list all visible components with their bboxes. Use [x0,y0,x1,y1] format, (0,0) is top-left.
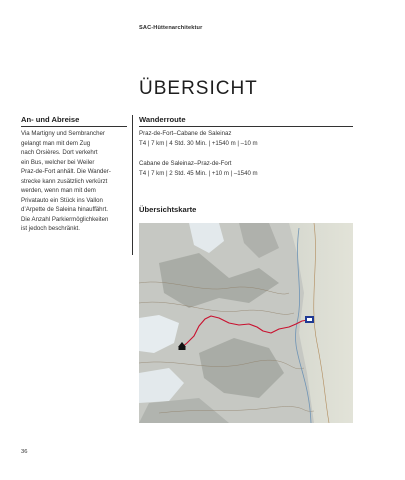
route-1-details: T4 | 7 km | 4 Std. 30 Min. | +1540 m | –10 m [139,139,258,147]
arrival-line: Privatauto ein Stück ins Vallon [21,196,103,204]
right-rule [139,126,353,127]
page-title: ÜBERSICHT [139,78,258,99]
arrival-text [21,129,111,234]
arrival-line: gelangt man mit dem Zug [21,139,91,147]
overview-map [139,223,353,423]
route-2-details: T4 | 7 km | 2 Std. 45 Min. | +10 m | –1540 m [139,169,258,177]
route-2-name: Cabane de Saleinaz–Praz-de-Fort [139,160,232,167]
column-divider [132,115,133,255]
route-1-name: Praz-de-Fort–Cabane de Saleinaz [139,130,232,137]
arrival-line: ist jedoch beschränkt. [21,225,80,232]
running-head: SAC-Hüttenarchitektur [139,25,203,31]
page-number: 36 [21,449,28,455]
arrival-line: Via Martigny und Sembrancher [21,130,105,137]
arrival-line: d’Arpette de Saleina hinauffährt. [21,206,108,213]
map-heading: Übersichtskarte [139,205,197,214]
arrival-line: nach Orsières. Dort verkehrt [21,149,98,156]
arrival-line: werden, wenn man mit dem [21,187,96,194]
map-graphic [139,223,353,423]
arrival-heading: An- und Abreise [21,115,80,124]
arrival-line: strecke kann zusätzlich verkürzt [21,177,108,185]
arrival-line: ein Bus, welcher bei Weiler [21,158,95,166]
station-marker-inner [307,318,312,321]
arrival-line: Praz-de-Fort anhält. Die Wander- [21,168,111,175]
left-rule [21,126,127,127]
route-heading: Wanderroute [139,115,186,124]
arrival-line: Die Anzahl Parkiermöglichkeiten [21,215,109,223]
route-1 [139,129,258,148]
hut-marker-base [179,347,186,350]
route-2 [139,159,258,178]
